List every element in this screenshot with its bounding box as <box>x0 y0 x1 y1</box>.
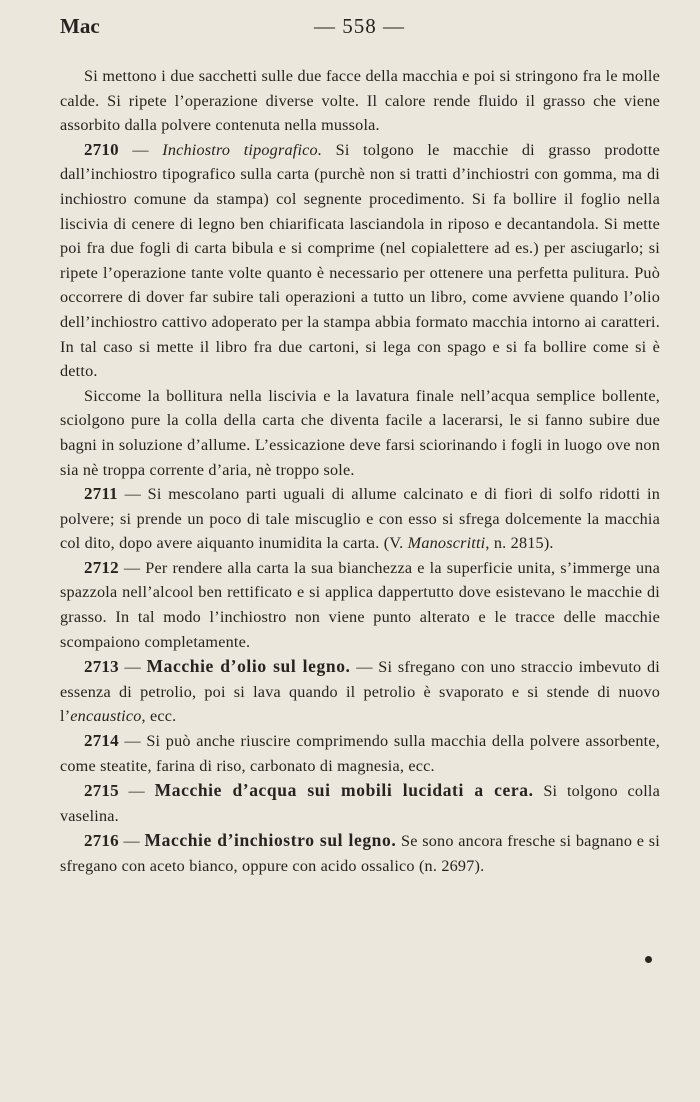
body-text <box>60 64 660 879</box>
entry-title: Macchie d’inchiostro sul legno. <box>144 830 397 851</box>
entry-number: 2714 <box>84 731 119 751</box>
entry-2716 <box>60 828 660 878</box>
section-heading: Mac <box>60 14 100 38</box>
entry-text: — Si può anche riuscire comprimendo sulla macchia della polvere assorbente, come steatite, farina di riso, carbonato di magnesia, ecc. <box>60 732 660 775</box>
entry-dash: — <box>118 782 155 801</box>
entry-title: Inchiostro tipografico. <box>162 140 323 159</box>
entry-number: 2710 <box>84 139 119 159</box>
entry-dash: — <box>118 832 145 851</box>
entry-text-after: , n. 2815). <box>485 534 554 553</box>
entry-text: — Per rendere alla carta la sua bianchezza e la superficie unita, s’immerge una spazzola nell’alcool ben rettificato e si applica dappertutto dove esistevano le macchie di grasso. In tal modo l’inchiostro non viene punto alterato e le tracce delle macchie scompaiono completamente. <box>60 558 660 651</box>
page-number: — 558 — <box>314 14 405 38</box>
cross-reference: Manoscritti <box>407 534 486 553</box>
paragraph-continuation: Siccome la bollitura nella liscivia e la lavatura finale nell’acqua semplice bollente, sciolgono pure la colla della carta che diventa facile a lacerarsi, le si fanno subire due bagni in soluzione d’allume. L’essicazione deve farsi sciorinando i fogli in luogo ove non sia nè troppa corrente d’aria, nè troppo sole. <box>60 386 660 479</box>
entry-text: Si tolgono colla vaselina. <box>60 782 660 825</box>
entry-2710 <box>60 138 660 384</box>
entry-text: Si tolgono le macchie di grasso prodotte dall’inchiostro tipografico sulla carta (purchè non si tratti d’inchiostri con gomma, ma di inchiostro comune da stampa) col segnente procedimento. Si fa bollire il foglio nella liscivia di cenere di legno ben chiarificata lasciandola in riposo e decantandola. Si mette poi fra due fogli di carta bibula e si comprime (nel copialettere ad es.) per asciugarlo; si ripete l’operazione tante volte quanto è necessario per ottenere una perfetta pulitura. Può occorrere di dover far subire tali operazioni a tutto un libro, come avviene quando l’olio dell’inchiostro cattivo adoperato per la stampa abbia formato macchia intorno ai caratteri. In tal caso si mette il libro fra due cartoni, si lega con spago e si fa bollire come si è detto. <box>60 140 660 381</box>
paragraph-continuation: Si mettono i due sacchetti sulle due facce della macchia e poi si stringono fra le molle calde. Si ripete l’operazione diverse volte. Il calore rende fluido il grasso che viene assorbito dalla polvere contenuta nella mussola. <box>60 67 660 135</box>
entry-title: Macchie d’acqua sui mobili lucidati a cera. <box>154 780 534 801</box>
entry-dash: — <box>118 140 163 159</box>
entry-2713 <box>60 654 660 729</box>
entry-title: Macchie d’olio sul legno. <box>146 656 351 677</box>
entry-2712 <box>60 556 660 654</box>
entry-2714 <box>60 729 660 778</box>
entry-text: — Si sfregano con uno straccio imbevuto di essenza di petrolio, poi si lava quando il petrolio è svaporato e si stende di nuovo l’ <box>60 658 661 726</box>
entry-text: — Si mescolano parti uguali di allume calcinato e di fiori di solfo ridotti in polvere; si prende un poco di tale miscuglio e con esso si sfrega dolcemente la macchia col dito, dopo avere aiquanto inumidita la carta. (V. <box>60 485 660 553</box>
ink-spot <box>645 956 652 963</box>
entry-2711 <box>60 482 660 556</box>
entry-dash: — <box>118 658 147 677</box>
entry-2715 <box>60 778 660 828</box>
entry-number: 2713 <box>84 657 119 677</box>
entry-text: Se sono ancora fresche si bagnano e si sfregano con aceto bianco, oppure con acido ossalico (n. 2697). <box>60 832 661 875</box>
entry-number: 2711 <box>84 484 118 504</box>
entry-number: 2712 <box>84 557 119 577</box>
entry-text-after: , ecc. <box>141 707 177 726</box>
entry-number: 2716 <box>84 831 119 851</box>
cross-reference: encaustico <box>70 707 142 726</box>
entry-number: 2715 <box>84 781 119 801</box>
running-head <box>60 14 660 44</box>
